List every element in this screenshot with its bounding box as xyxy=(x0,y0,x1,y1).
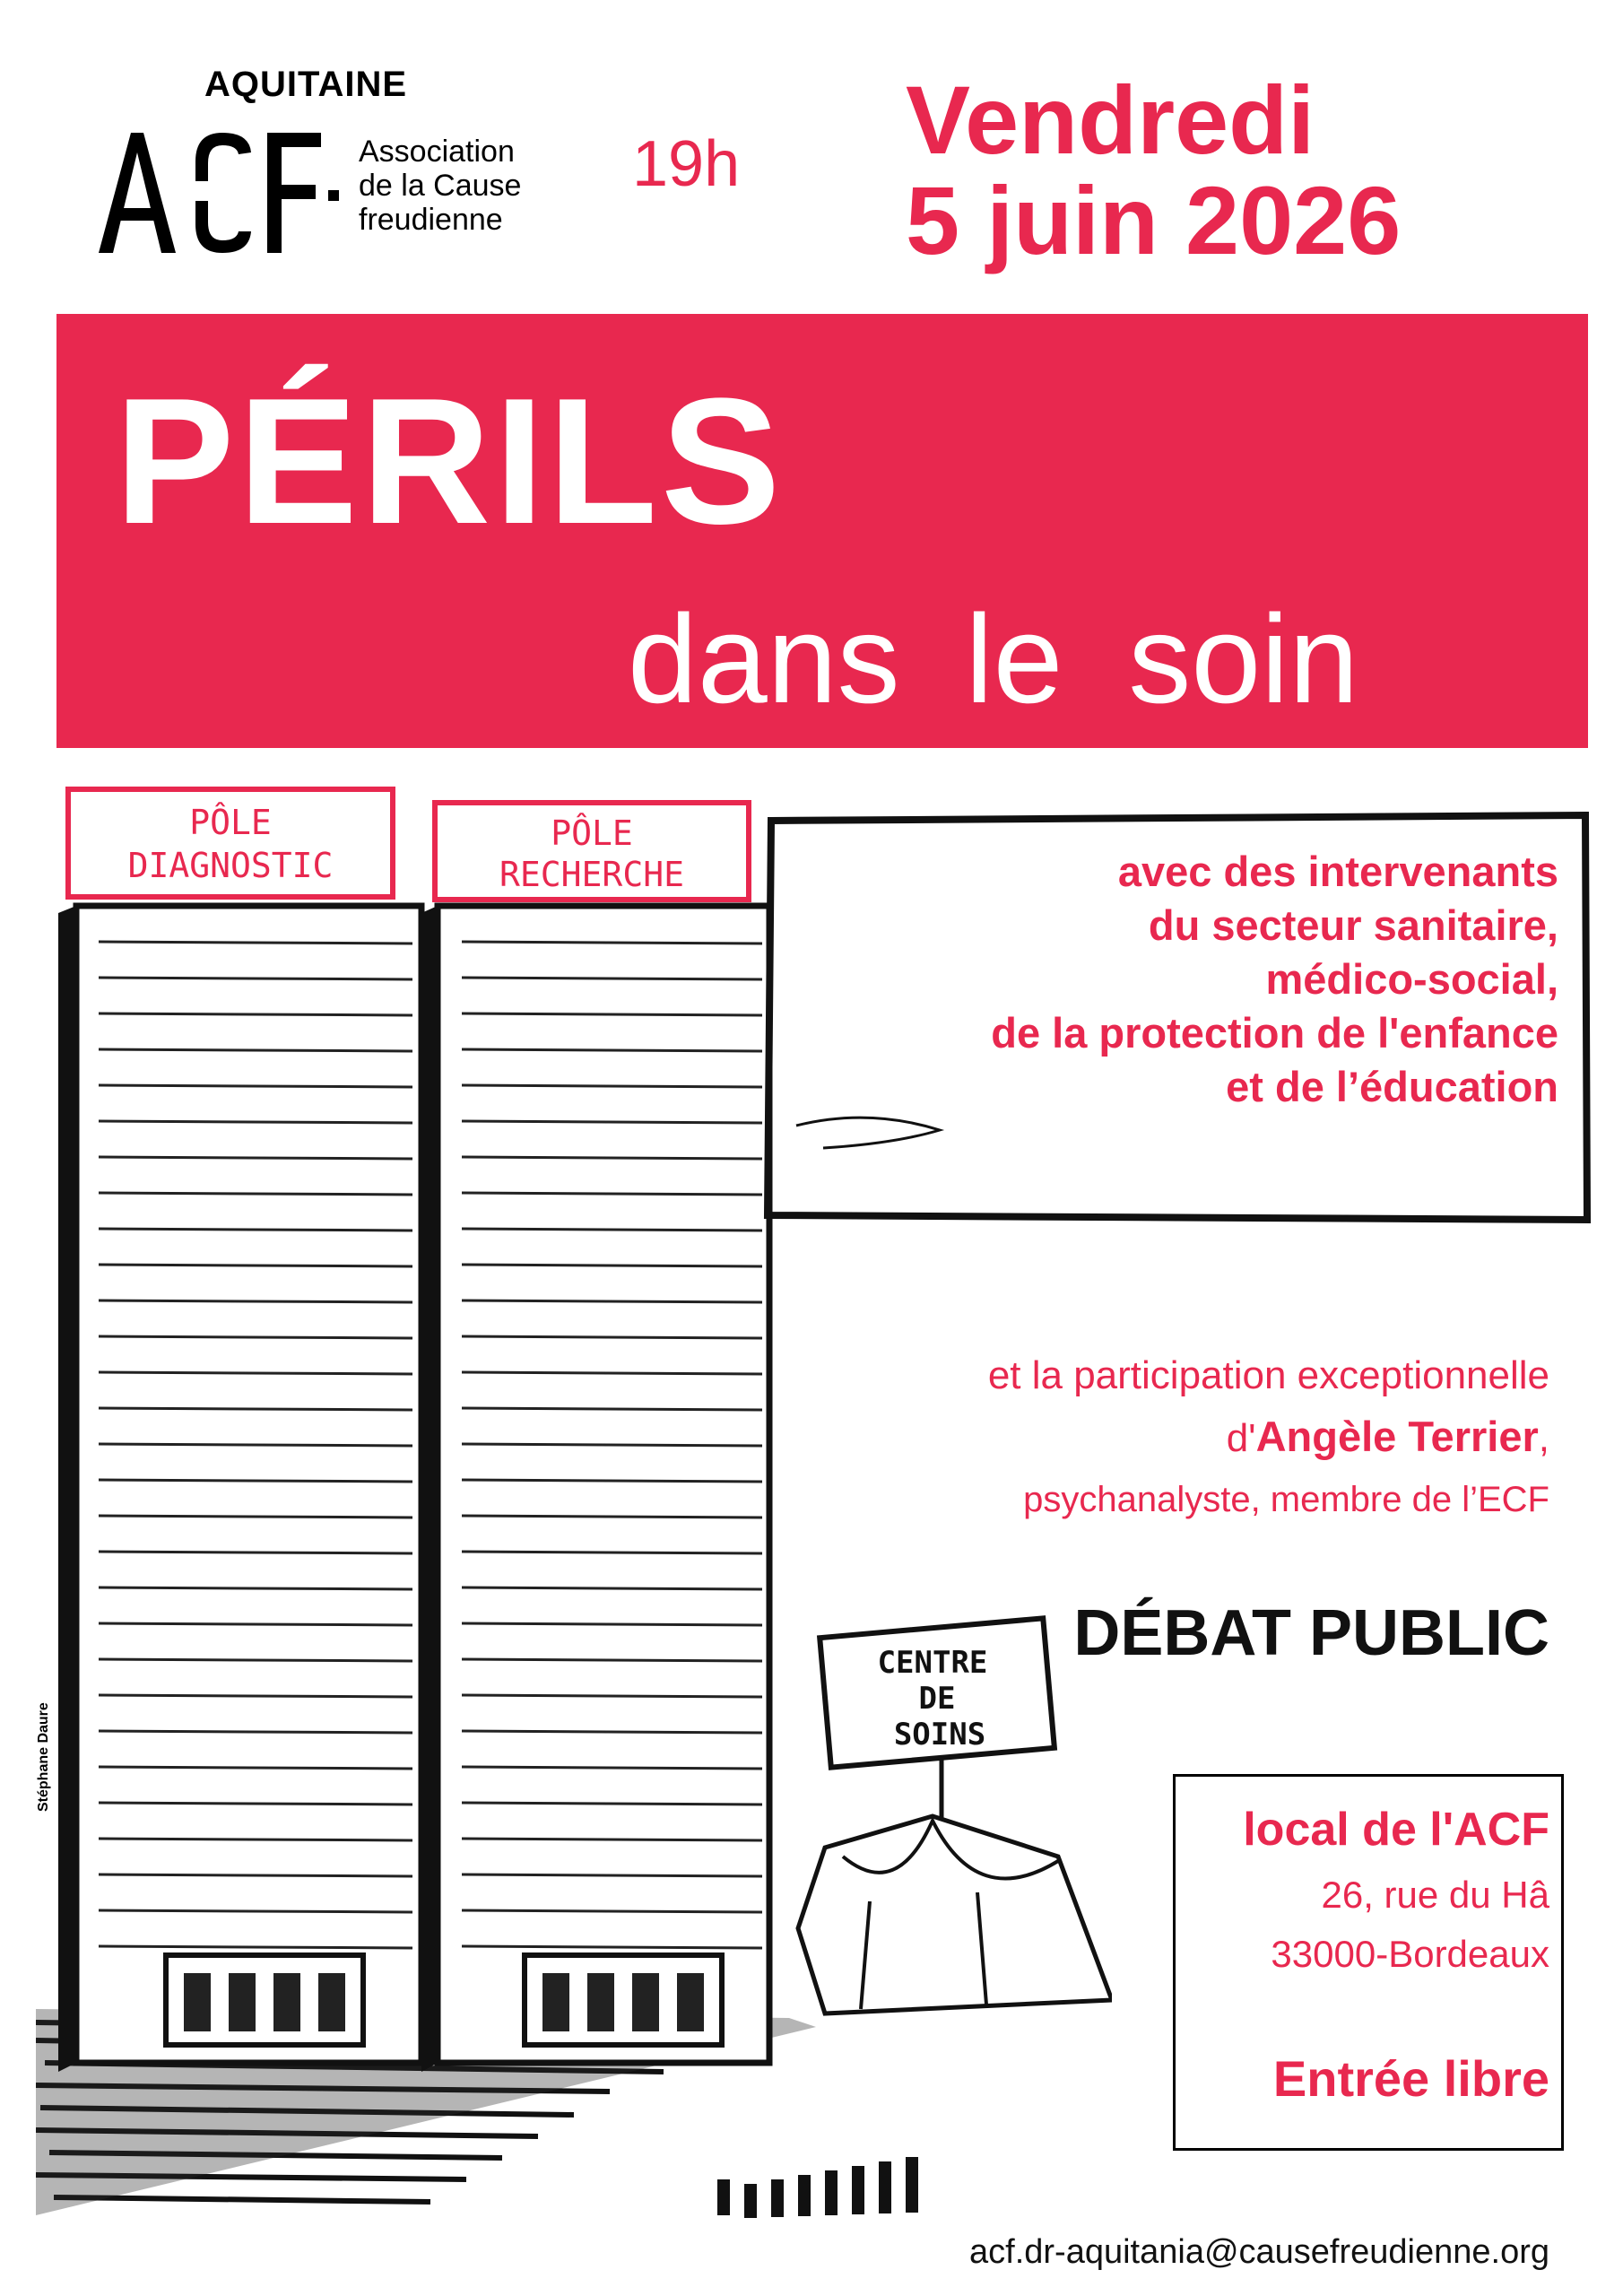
guest-participation: et la participation exceptionnelle d'Angèle Terrier, psychanalyste, membre de l’ECF xyxy=(988,1345,1549,1530)
svg-text:RECHERCHE: RECHERCHE xyxy=(499,855,684,894)
location-address: local de l'ACF 26, rue du Hâ 33000-Bordeaux xyxy=(1243,1804,1549,1975)
association-name: Association de la Cause freudienne xyxy=(359,135,522,237)
acf-logo xyxy=(97,126,339,260)
svg-text:SOINS: SOINS xyxy=(893,1717,986,1752)
contact-email[interactable]: acf.dr-aquitania@causefreudienne.org xyxy=(969,2233,1549,2271)
sign-diagnostic xyxy=(68,789,393,897)
event-date: Vendredi 5 juin 2026 xyxy=(906,65,1402,274)
queue-figures xyxy=(717,2157,918,2218)
svg-text:DE: DE xyxy=(918,1681,956,1717)
sign-recherche xyxy=(435,803,749,900)
svg-text:PÔLE: PÔLE xyxy=(551,813,633,853)
event-time: 19h xyxy=(632,128,741,200)
tower-diagnostic xyxy=(58,906,421,2072)
page-subtitle: dans le soin xyxy=(628,588,1359,729)
svg-text:PÔLE: PÔLE xyxy=(189,803,272,842)
speakers-description: avec des intervenants du secteur sanitaire, médico-social, de la protection de l'enfance et de l’éducation xyxy=(991,848,1558,1110)
event-type: DÉBAT PUBLIC xyxy=(1073,1597,1549,1669)
guest-role: psychanalyste, membre de l’ECF xyxy=(1023,1480,1549,1519)
svg-text:CENTRE: CENTRE xyxy=(877,1645,988,1681)
guest-name: Angèle Terrier xyxy=(1255,1413,1539,1460)
tower-recherche xyxy=(421,906,769,2072)
illustration-credit: Stéphane Daure xyxy=(36,1702,51,1812)
admission-info: Entrée libre xyxy=(1272,2050,1549,2107)
region-label: AQUITAINE xyxy=(204,65,408,104)
tent-centre-de-soins xyxy=(798,1618,1112,2013)
svg-text:DIAGNOSTIC: DIAGNOSTIC xyxy=(127,846,334,885)
page-title: PÉRILS xyxy=(115,361,785,561)
